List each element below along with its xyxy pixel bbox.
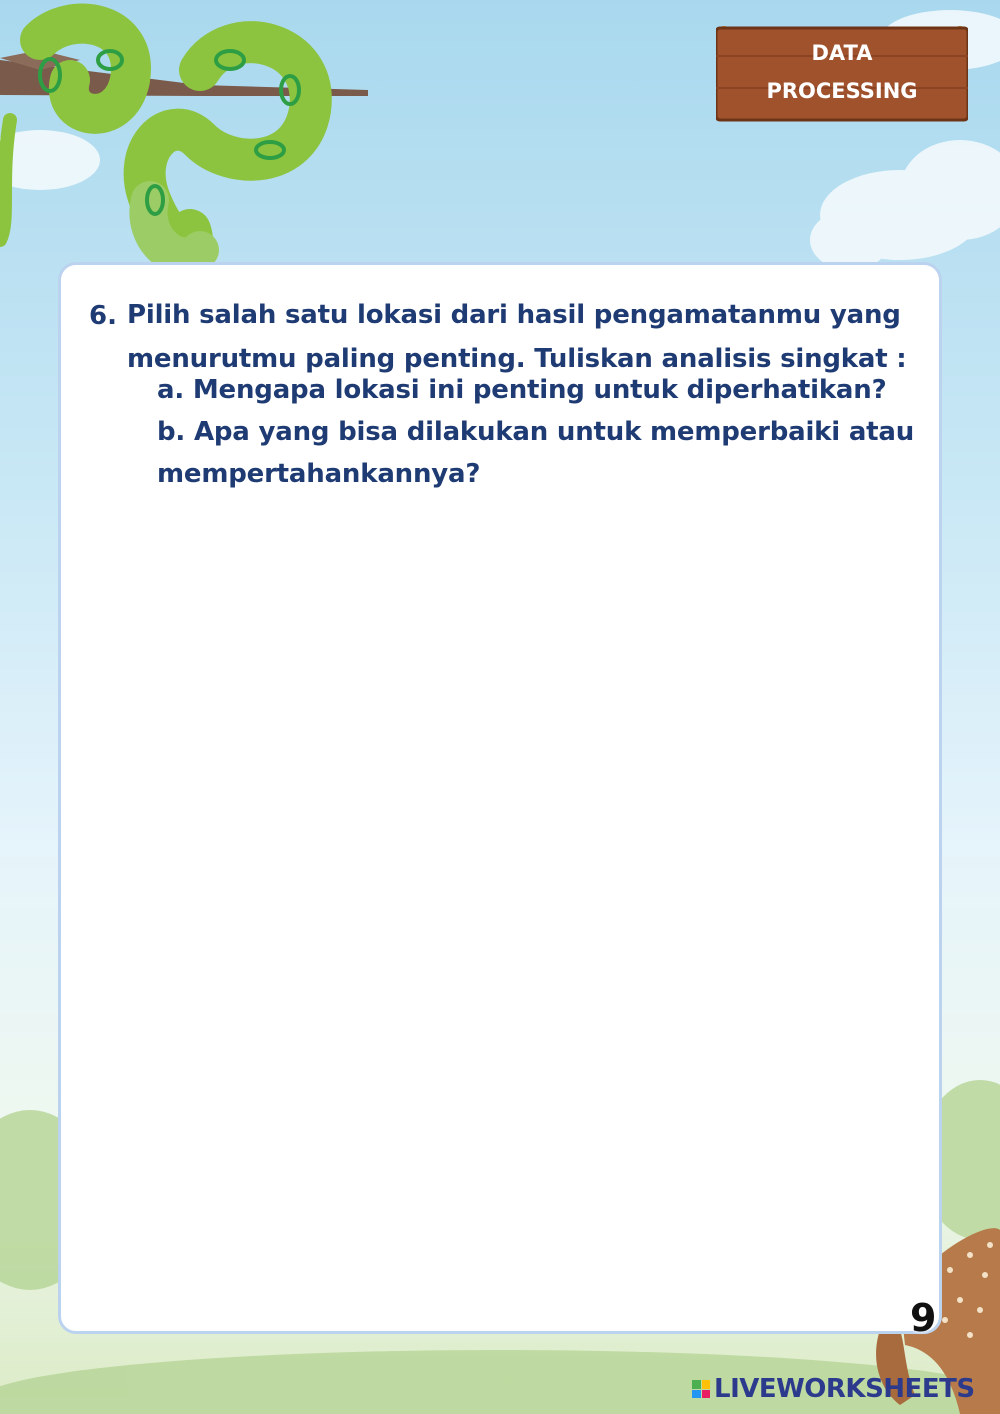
liveworksheets-logo-icon (692, 1380, 710, 1398)
question-number: 6. (89, 301, 117, 331)
page-number: 9 (910, 1296, 937, 1340)
sign-line-1: DATA (811, 41, 873, 65)
question-card (58, 262, 942, 1334)
liveworksheets-label: LIVEWORKSHEETS (714, 1374, 975, 1404)
sub-question-a: a. Mengapa lokasi ini penting untuk diperhatikan? (157, 375, 887, 405)
sign-label (716, 34, 968, 110)
sub-question-b: b. Apa yang bisa dilakukan untuk memperbaiki atau mempertahankannya? (157, 417, 915, 489)
sub-question-list (157, 369, 917, 495)
answer-field[interactable] (89, 515, 913, 1309)
question-text: Pilih salah satu lokasi dari hasil pengamatanmu yang menurutmu paling penting. Tuliskan analisis singkat : (127, 300, 907, 374)
liveworksheets-brand[interactable] (692, 1374, 975, 1404)
sign-line-2: PROCESSING (766, 79, 918, 103)
